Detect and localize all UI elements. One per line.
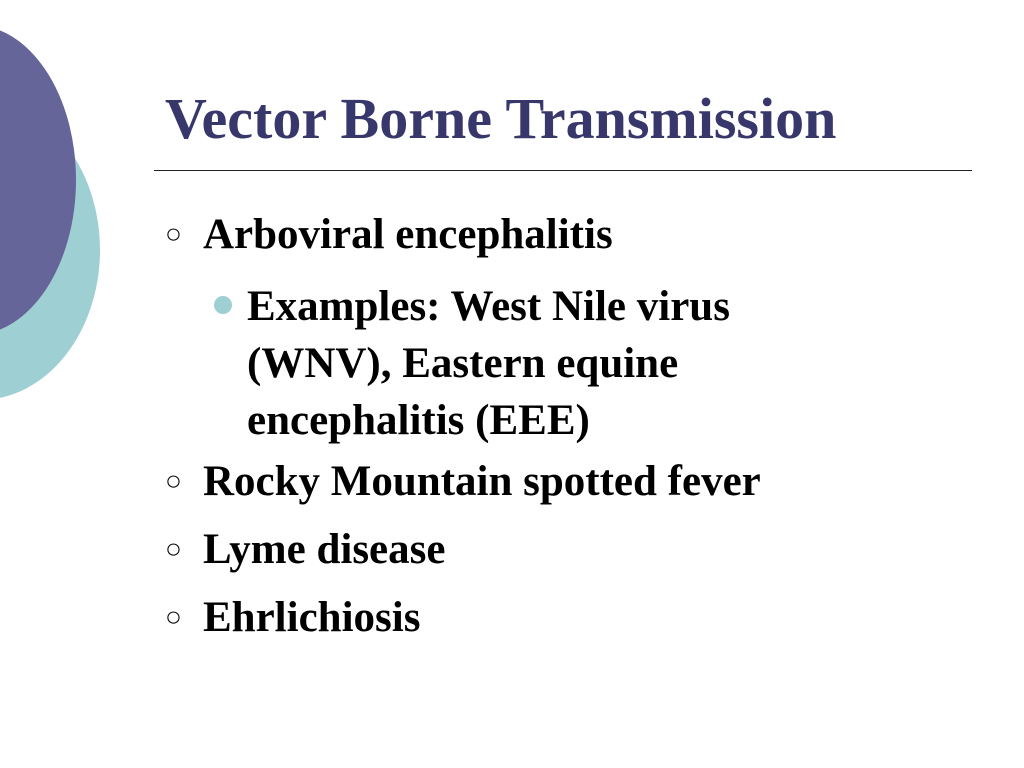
- bullet-item: [165, 593, 420, 642]
- slide-title: Vector Borne Transmission: [165, 86, 837, 151]
- bullet-text: Ehrlichiosis: [203, 594, 421, 641]
- hollow-circle-bullet-icon: ○: [165, 219, 182, 250]
- hollow-circle-bullet-icon: ○: [165, 602, 182, 633]
- bullet-item: [165, 457, 761, 506]
- sub-bullet-text: Examples: West Nile virus (WNV), Eastern equine encephalitis (EEE): [247, 283, 730, 444]
- bullet-item: [165, 525, 445, 574]
- bullet-item: [165, 210, 613, 259]
- filled-circle-bullet-icon: [214, 296, 232, 314]
- bullet-text: Rocky Mountain spotted fever: [203, 458, 761, 505]
- hollow-circle-bullet-icon: ○: [165, 466, 182, 497]
- bullet-text: Arboviral encephalitis: [203, 211, 613, 258]
- sub-bullet-item: [214, 278, 894, 449]
- hollow-circle-bullet-icon: ○: [165, 534, 182, 565]
- bullet-text: Lyme disease: [203, 526, 446, 573]
